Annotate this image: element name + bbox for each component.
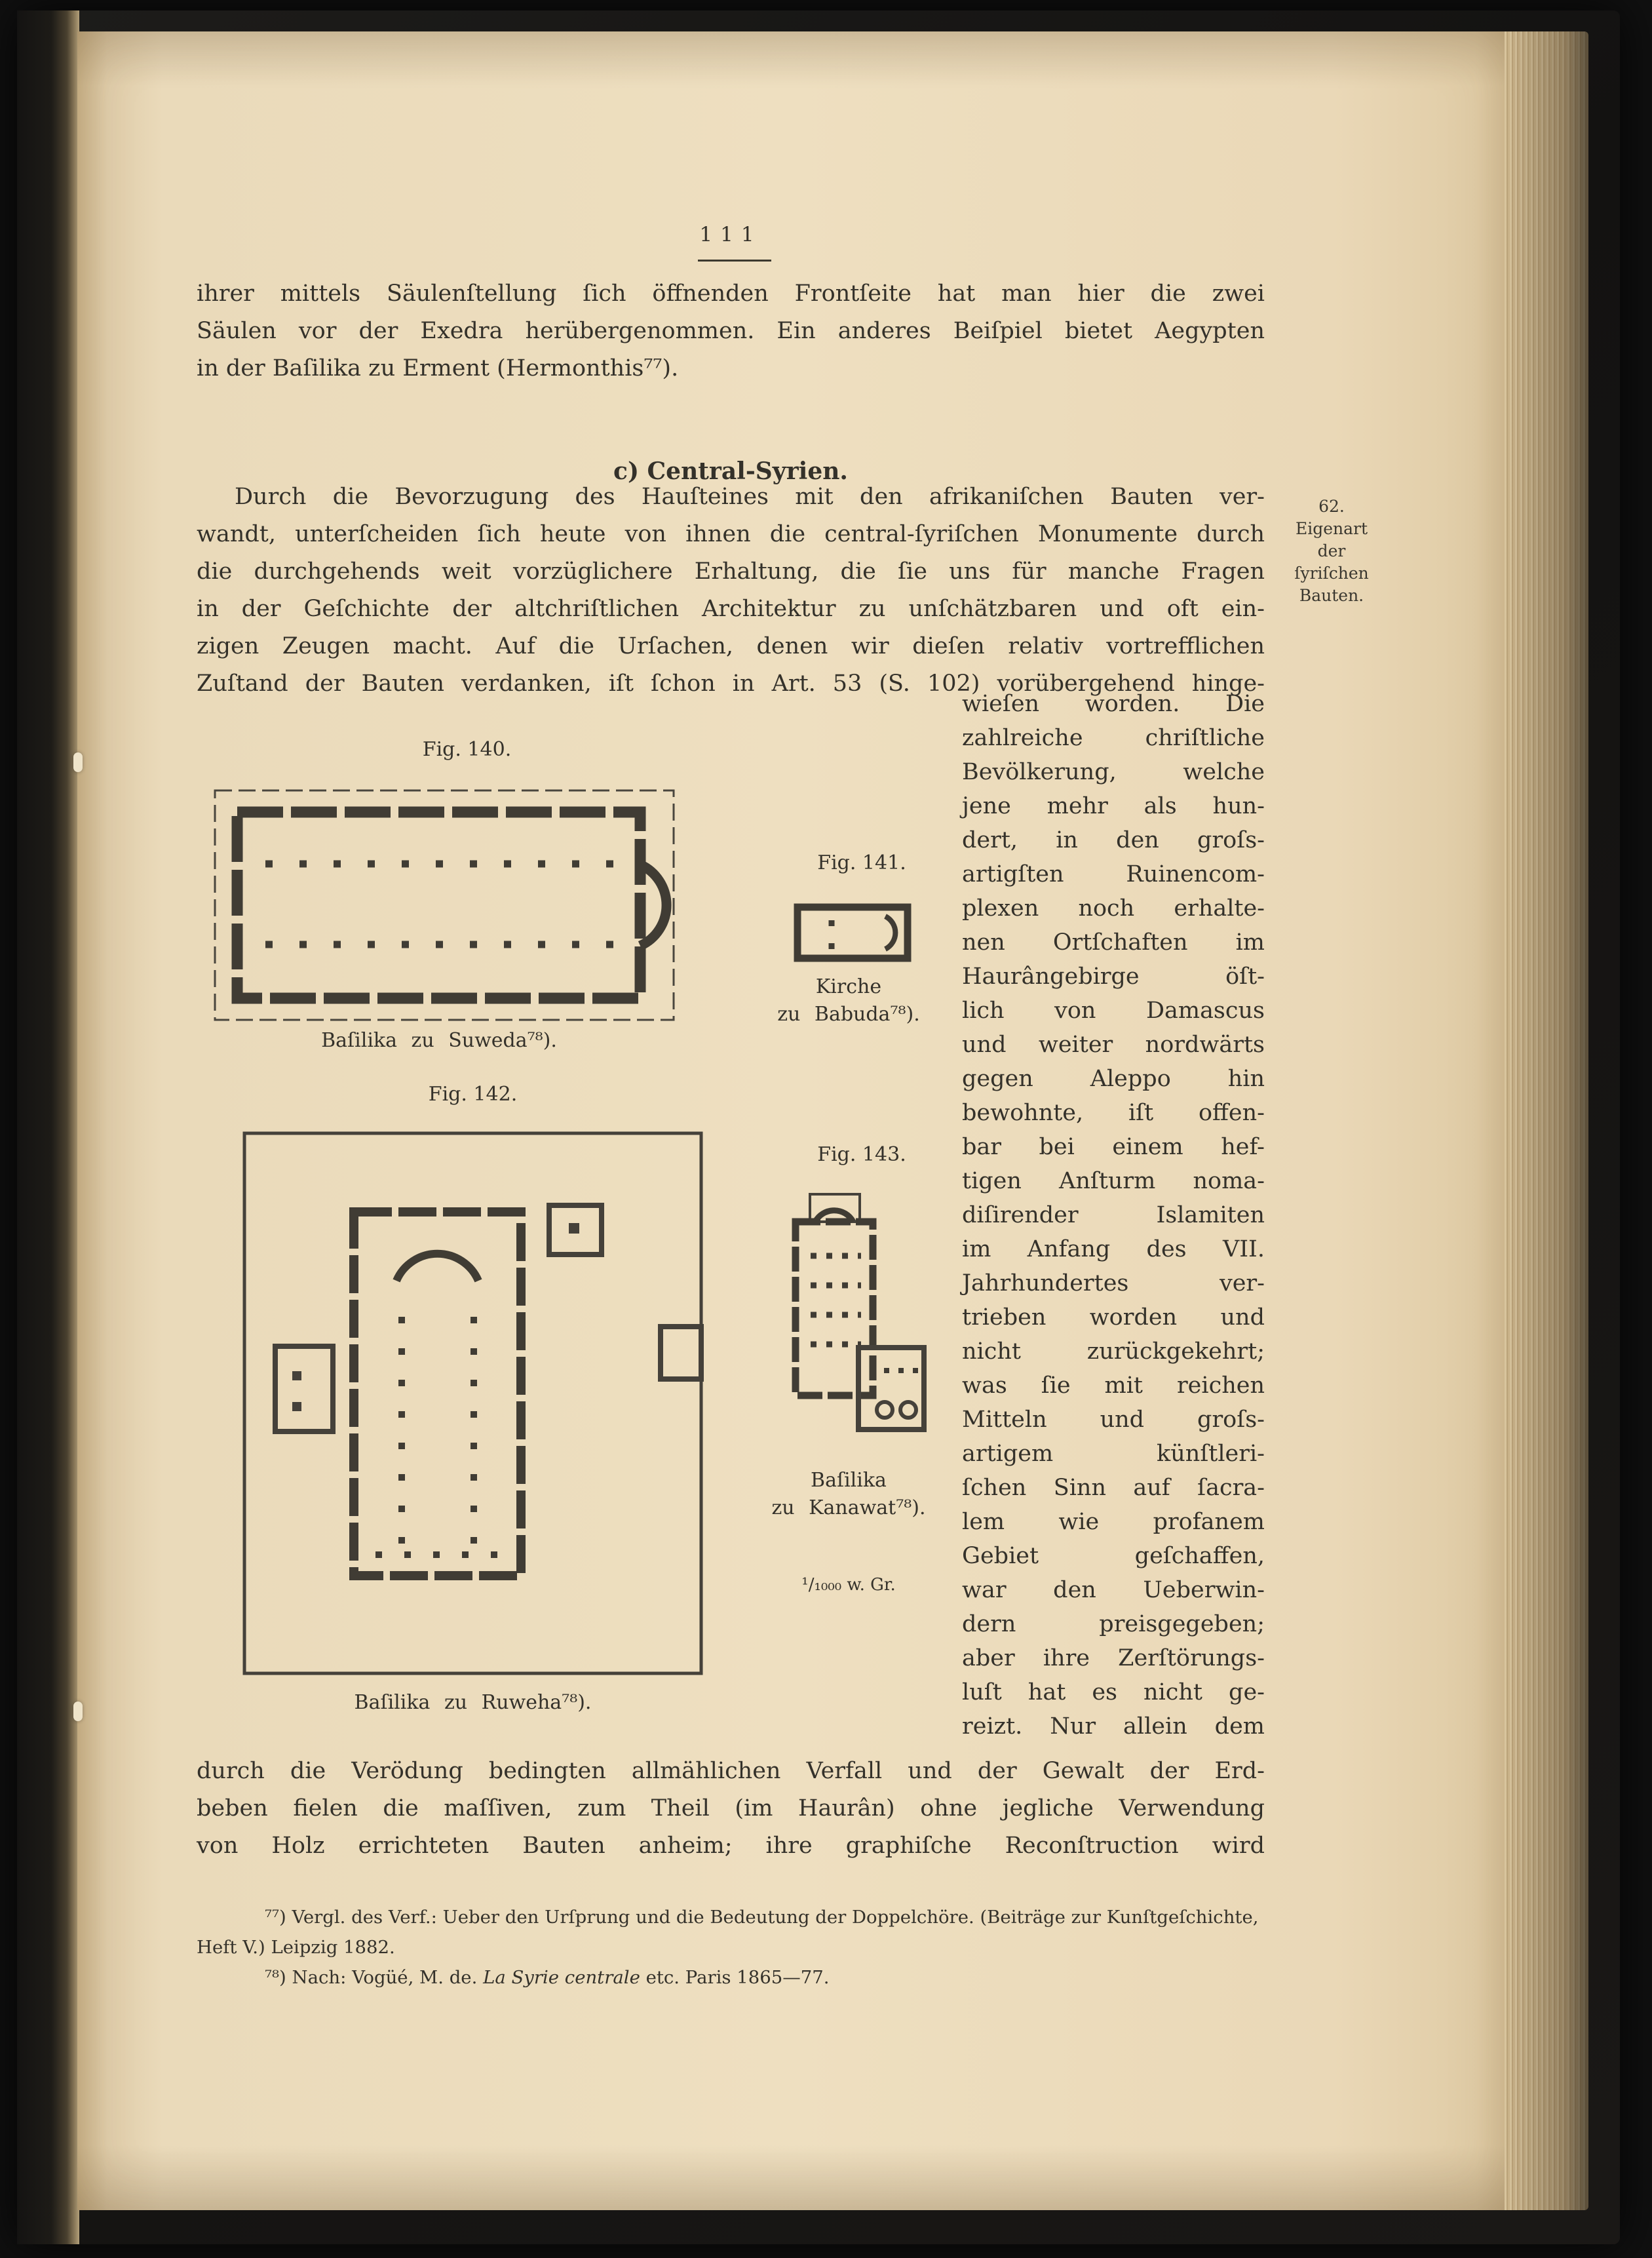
paragraph-central-syrien-line-3: die durchgehends weit vorzüglichere Erhaltung, die ſie uns für manche Fragen <box>197 558 1265 585</box>
fig-141-plan-kirche-babuda <box>790 897 934 969</box>
wrapped-text-column-line-21: was ſie mit reichen <box>962 1372 1265 1399</box>
wrapped-text-column-line-8: nen Ortſchaften im <box>962 929 1265 956</box>
wrapped-text-column-line-16: diſirender Islamiten <box>962 1202 1265 1228</box>
wrapped-text-column-line-27: war den Ueberwin- <box>962 1577 1265 1603</box>
wrapped-text-column-line-30: luſt hat es nicht ge- <box>962 1679 1265 1705</box>
footnote-77-line2: Heft V.) Leipzig 1882. <box>197 1937 395 1958</box>
paragraph-bottom-line-2: beben fielen die maſſiven, zum Theil (im Haurân) ohne jegliche Verwendung <box>197 1795 1265 1821</box>
paragraph-central-syrien-line-1: Durch die Bevorzugung des Hauſteines mit den afrikaniſchen Bauten ver- <box>235 484 1265 510</box>
page-number-rule <box>698 260 771 262</box>
paragraph-central-syrien-line-6: Zuſtand der Bauten verdanken, iſt ſchon in Art. 53 (S. 102) vorübergehend hinge- <box>197 671 1265 697</box>
fig-141-label: Fig. 141. <box>817 851 906 874</box>
fig-143-caption-line2: zu Kanawat⁷⁸). <box>771 1496 926 1519</box>
wrapped-text-column-line-19: trieben worden und <box>962 1304 1265 1331</box>
fig-140-label: Fig. 140. <box>422 738 512 761</box>
wrapped-text-column-line-5: dert, in den groſs- <box>962 827 1265 853</box>
paragraph-central-syrien-line-4: in der Geſchichte der altchriſtlichen Architektur zu unſchätzbaren und oft ein- <box>197 596 1265 622</box>
wrapped-text-column-line-1: wieſen worden. Die <box>962 691 1265 717</box>
page-content <box>197 31 1265 2210</box>
wrapped-text-column-line-15: tigen Anſturm noma- <box>962 1168 1265 1194</box>
fig-141-caption-line1: Kirche <box>815 975 882 998</box>
wrapped-text-column-line-17: im Anfang des VII. <box>962 1236 1265 1262</box>
wrapped-text-column-line-4: jene mehr als hun- <box>962 793 1265 819</box>
margin-note-line-3: der <box>1317 541 1346 560</box>
wrapped-text-column-line-6: artigſten Ruinencom- <box>962 861 1265 887</box>
section-heading: c) Central-Syrien. <box>613 457 848 485</box>
footnote-77-line1: ⁷⁷) Vergl. des Verf.: Ueber den Urſprung und die Bedeutung der Doppelchöre. (Beiträge zur Kunſtgeſchichte, <box>265 1907 1259 1928</box>
page-number: 111 <box>699 223 762 246</box>
fig-143-caption <box>760 1467 937 1522</box>
wrapped-text-column-line-3: Bevölkerung, welche <box>962 759 1265 785</box>
wrapped-text-column-line-31: reizt. Nur allein dem <box>962 1713 1265 1740</box>
paragraph-central-syrien <box>197 478 1265 703</box>
wrapped-text-column-line-23: artigem künſtleri- <box>962 1441 1265 1467</box>
wrapped-text-column-line-12: gegen Aleppo hin <box>962 1066 1265 1092</box>
wrapped-text-column-line-28: dern preisgegeben; <box>962 1611 1265 1637</box>
paragraph-bottom-line-3: von Holz errichteten Bauten anheim; ihre graphiſche Reconſtruction wird <box>197 1833 1265 1859</box>
fig-143-label: Fig. 143. <box>817 1143 906 1166</box>
paragraph-intro-line-1: ihrer mittels Säulenſtellung ſich öffnenden Frontſeite hat man hier die zwei <box>197 281 1265 307</box>
fig-140-plan-basilika-suweda <box>210 787 724 1023</box>
margin-note-line-4: ſyriſchen <box>1294 564 1369 583</box>
margin-note-line-1: 62. <box>1318 497 1345 516</box>
fig-143-plan-basilika-kanawat <box>781 1190 932 1462</box>
wrapped-text-column-line-25: lem wie profanem <box>962 1509 1265 1535</box>
fig-142-label: Fig. 142. <box>428 1083 518 1106</box>
wrapped-text-column-line-13: bewohnte, iſt offen- <box>962 1100 1265 1126</box>
paragraph-intro <box>197 275 1265 387</box>
paragraph-bottom <box>197 1753 1265 1865</box>
wrapped-text-column-line-11: und weiter nordwärts <box>962 1032 1265 1058</box>
page-edge-stack <box>1505 31 1588 2210</box>
wrapped-text-column-line-22: Mitteln und groſs- <box>962 1407 1265 1433</box>
wrapped-text-column-line-7: plexen noch erhalte- <box>962 895 1265 922</box>
fig-141-caption-line2: zu Babuda⁷⁸). <box>777 1003 920 1026</box>
footnote-78-book-title: La Syrie centrale <box>483 1967 640 1988</box>
margin-note-line-5: Bauten. <box>1299 586 1364 605</box>
paragraph-central-syrien-line-2: wandt, unterſcheiden ſich heute von ihnen die central-ſyriſchen Monumente durch <box>197 521 1265 547</box>
binding-stitch <box>73 752 83 772</box>
footnote-78 <box>197 1962 1265 1993</box>
wrapped-text-column-line-18: Jahrhundertes ver- <box>962 1270 1265 1296</box>
book-spine-binding <box>17 10 79 2244</box>
paragraph-bottom-line-1: durch die Verödung bedingten allmählichen Verfall und der Gewalt der Erd- <box>197 1758 1265 1784</box>
fig-143-caption-line1: Baſilika <box>811 1469 887 1492</box>
margin-note <box>1276 496 1387 607</box>
wrapped-text-column-line-9: Haurângebirge öſt- <box>962 964 1265 990</box>
wrapped-text-column-line-20: nicht zurückgekehrt; <box>962 1338 1265 1365</box>
paragraph-intro-line-2: Säulen vor der Exedra herübergenommen. Ein anderes Beiſpiel bietet Aegypten <box>197 318 1265 344</box>
wrapped-text-column <box>962 687 1265 1743</box>
footnote-78-prefix: ⁷⁸) Nach: Vogüé, M. de. <box>265 1967 484 1988</box>
book-page <box>77 31 1505 2210</box>
wrapped-text-column-line-10: lich von Damascus <box>962 998 1265 1024</box>
wrapped-text-column-line-14: bar bei einem hef- <box>962 1134 1265 1160</box>
scale-note: ¹/₁₀₀₀ w. Gr. <box>801 1575 896 1595</box>
fig-141-caption <box>760 973 937 1028</box>
paragraph-intro-line-3: in der Baſilika zu Erment (Hermonthis⁷⁷). <box>197 355 679 381</box>
fig-140-caption: Baſilika zu Suweda⁷⁸). <box>321 1029 557 1052</box>
binding-stitch <box>73 1702 83 1721</box>
wrapped-text-column-line-24: ſchen Sinn auf ſacra- <box>962 1475 1265 1501</box>
wrapped-text-column-line-2: zahlreiche chriſtliche <box>962 725 1265 751</box>
footnotes <box>197 1902 1265 1993</box>
paragraph-central-syrien-line-5: zigen Zeugen macht. Auf die Urſachen, denen wir dieſen relativ vortrefflichen <box>197 633 1265 659</box>
fig-142-plan-basilika-ruweha <box>241 1130 704 1677</box>
margin-note-line-2: Eigenart <box>1295 519 1368 538</box>
wrapped-text-column-line-29: aber ihre Zerſtörungs- <box>962 1645 1265 1671</box>
fig-142-caption: Baſilika zu Ruweha⁷⁸). <box>354 1691 592 1714</box>
wrapped-text-column-line-26: Gebiet geſchaffen, <box>962 1543 1265 1569</box>
footnote-78-suffix: etc. Paris 1865—77. <box>640 1967 830 1988</box>
